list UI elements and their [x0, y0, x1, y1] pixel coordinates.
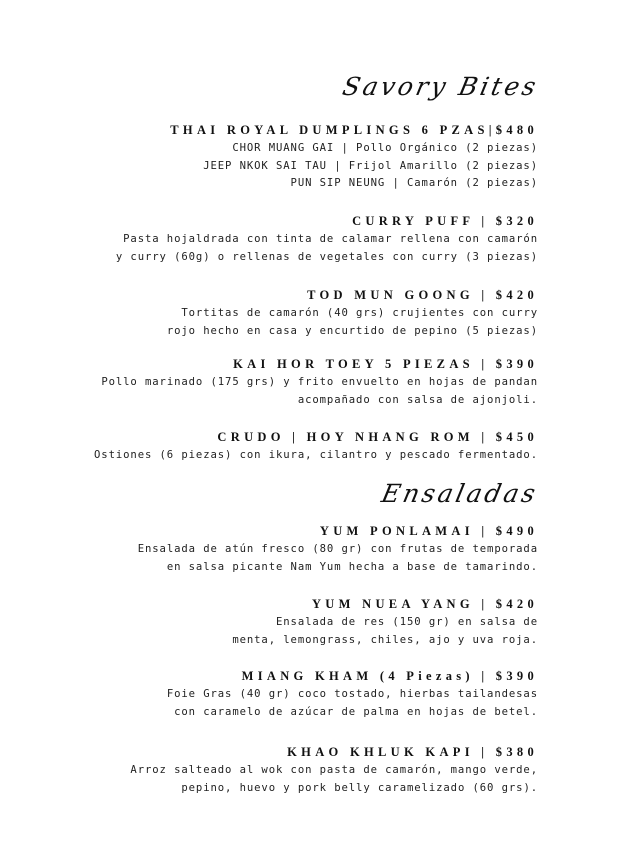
item-description-line: Arroz salteado al wok con pasta de camarón, mango verde, — [130, 764, 538, 776]
menu-item-kai-hor-toey — [18, 356, 538, 409]
item-description-line: Ostiones (6 piezas) con ikura, cilantro y pescado fermentado. — [94, 449, 538, 461]
item-description-line: Pasta hojaldrada con tinta de calamar rellena con camarón — [123, 233, 538, 245]
item-description-line: JEEP NKOK SAI TAU | Frijol Amarillo (2 piezas) — [203, 159, 538, 172]
menu-item-yum-nuea-yang — [18, 596, 538, 649]
item-description-line: Foie Gras (40 gr) coco tostado, hierbas tailandesas — [166, 688, 538, 700]
item-name: TOD MUN GOONG | $420 — [307, 288, 538, 302]
menu-item-khao-khluk-kapi — [18, 744, 538, 797]
item-description — [18, 614, 538, 649]
item-name: YUM NUEA YANG | $420 — [311, 597, 538, 611]
item-description-line: en salsa picante Nam Yum hecha a base de tamarindo. — [166, 560, 538, 573]
menu-item-thai-royal-dumplings — [18, 122, 538, 193]
menu-item-crudo — [18, 429, 538, 465]
menu-item-miang-kham — [18, 668, 538, 721]
item-description-line: menta, lemongrass, chiles, ajo y uva roja. — [232, 633, 538, 646]
item-description — [18, 140, 538, 193]
item-description-line: CHOR MUANG GAI | Pollo Orgánico (2 piezas) — [232, 142, 538, 154]
item-name: CRUDO | HOY NHANG ROM | $450 — [217, 430, 538, 444]
item-name: KAI HOR TOEY 5 PIEZAS | $390 — [233, 357, 538, 371]
item-description-line: con caramelo de azúcar de palma en hojas de betel. — [174, 705, 538, 718]
menu-item-tod-mun-goong — [18, 287, 538, 340]
item-description — [18, 447, 538, 465]
item-description-line: PUN SIP NEUNG | Camarón (2 piezas) — [290, 177, 538, 189]
item-description-line: rojo hecho en casa y encurtido de pepino (5 piezas) — [166, 324, 538, 337]
item-description-line: pepino, huevo y pork belly caramelizado (60 grs). — [181, 781, 538, 794]
item-description-line: Tortitas de camarón (40 grs) crujientes con curry — [181, 307, 538, 319]
item-name: YUM PONLAMAI | $490 — [319, 524, 538, 538]
item-description-line: Pollo marinado (175 grs) y frito envuelto en hojas de pandan — [101, 376, 538, 388]
item-description — [18, 541, 538, 576]
section-title-ensaladas: Ensaladas — [379, 479, 542, 508]
item-description — [18, 305, 538, 340]
item-description-line: Ensalada de atún fresco (80 gr) con frutas de temporada — [137, 543, 538, 555]
item-name: KHAO KHLUK KAPI | $380 — [287, 745, 538, 759]
item-name: CURRY PUFF | $320 — [352, 214, 538, 228]
item-description — [18, 231, 538, 266]
menu-item-curry-puff — [18, 213, 538, 266]
menu-item-yum-ponlamai — [18, 523, 538, 576]
item-description-line: acompañado con salsa de ajonjoli. — [297, 393, 538, 406]
item-description — [18, 762, 538, 797]
item-description-line: y curry (60g) o rellenas de vegetales con curry (3 piezas) — [115, 250, 538, 263]
section-title-savory-bites: Savory Bites — [339, 72, 542, 101]
item-name: THAI ROYAL DUMPLINGS 6 PZAS|$480 — [170, 123, 538, 137]
item-name: MIANG KHAM (4 Piezas) | $390 — [241, 669, 538, 683]
item-description — [18, 374, 538, 409]
item-description — [18, 686, 538, 721]
item-description-line: Ensalada de res (150 gr) en salsa de — [275, 616, 538, 628]
